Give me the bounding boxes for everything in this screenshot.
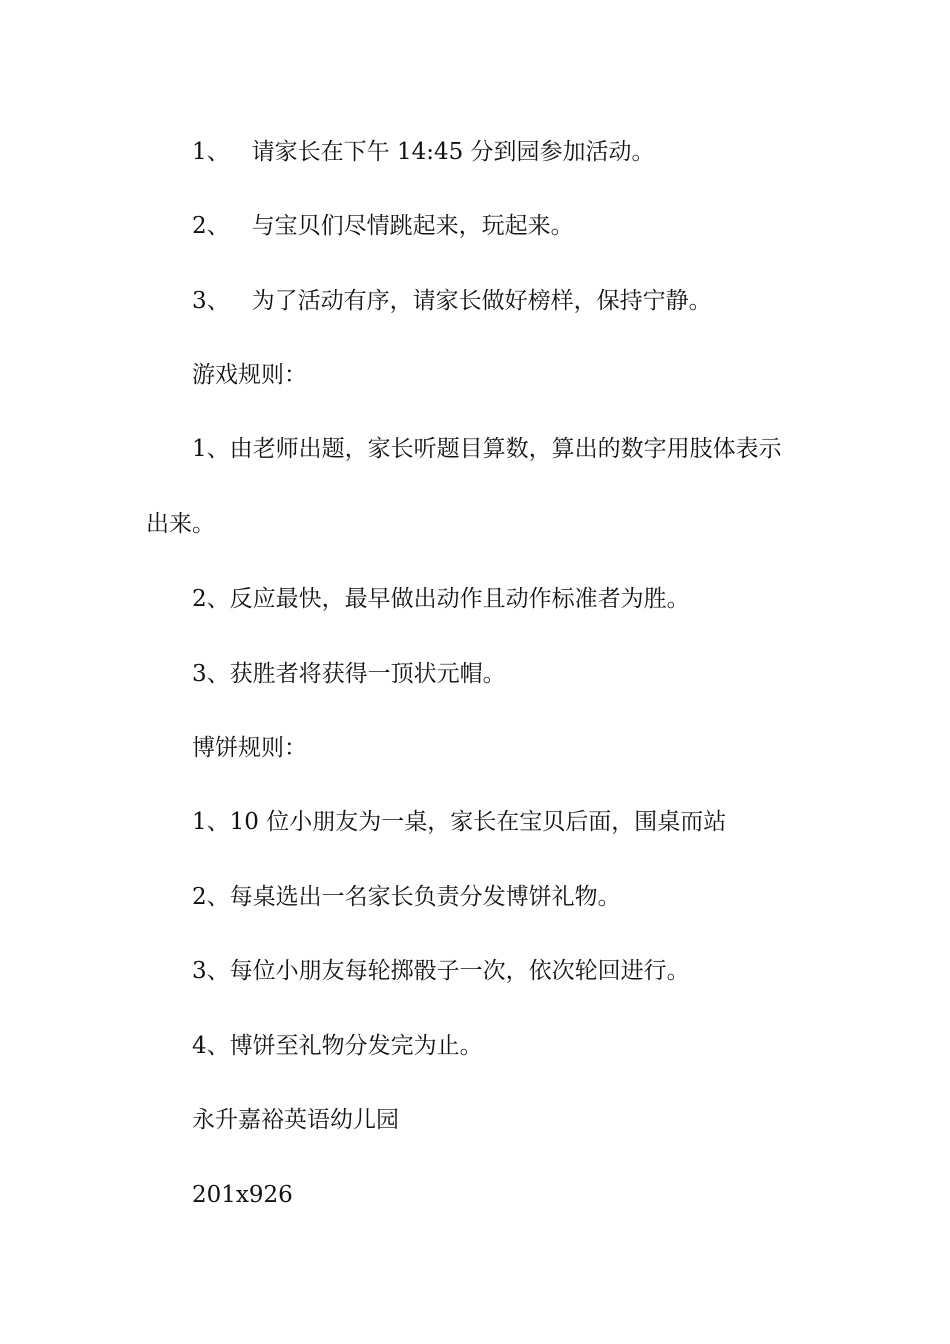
organizer-name: 永升嘉裕英语幼儿园 [192,1107,399,1133]
bobing-rule-2: 2、每桌选出一名家长负责分发博饼礼物。 [192,884,621,910]
note-line-2 [192,211,574,241]
bobing-rule-3: 3、每位小朋友每轮掷骰子一次，依次轮回进行。 [192,958,690,984]
bobing-rule-4: 4、博饼至礼物分发完为止。 [192,1033,483,1059]
document-code: 201x926 [192,1182,293,1208]
game-rules-heading: 游戏规则： [192,362,307,388]
note-number: 1、 [192,139,230,165]
note-line-1 [192,137,655,167]
note-text: 与宝贝们尽情跳起来，玩起来。 [251,213,574,239]
note-number: 3、 [192,288,230,314]
bobing-rules-heading: 博饼规则： [192,735,307,761]
note-line-3 [192,286,712,316]
game-rule-1: 1、由老师出题，家长听题目算数，算出的数字用肢体表示 [192,436,782,462]
bobing-rule-1: 1、10 位小朋友为一桌，家长在宝贝后面，围桌而站 [192,809,727,835]
note-text: 为了活动有序，请家长做好榜样，保持宁静。 [251,288,712,314]
note-number: 2、 [192,213,230,239]
game-rule-1-continuation: 出来。 [146,511,215,537]
game-rule-3: 3、获胜者将获得一顶状元帽。 [192,661,506,687]
note-text: 请家长在下午 14:45 分到园参加活动。 [251,139,655,165]
game-rule-2: 2、反应最快，最早做出动作且动作标准者为胜。 [192,586,690,612]
